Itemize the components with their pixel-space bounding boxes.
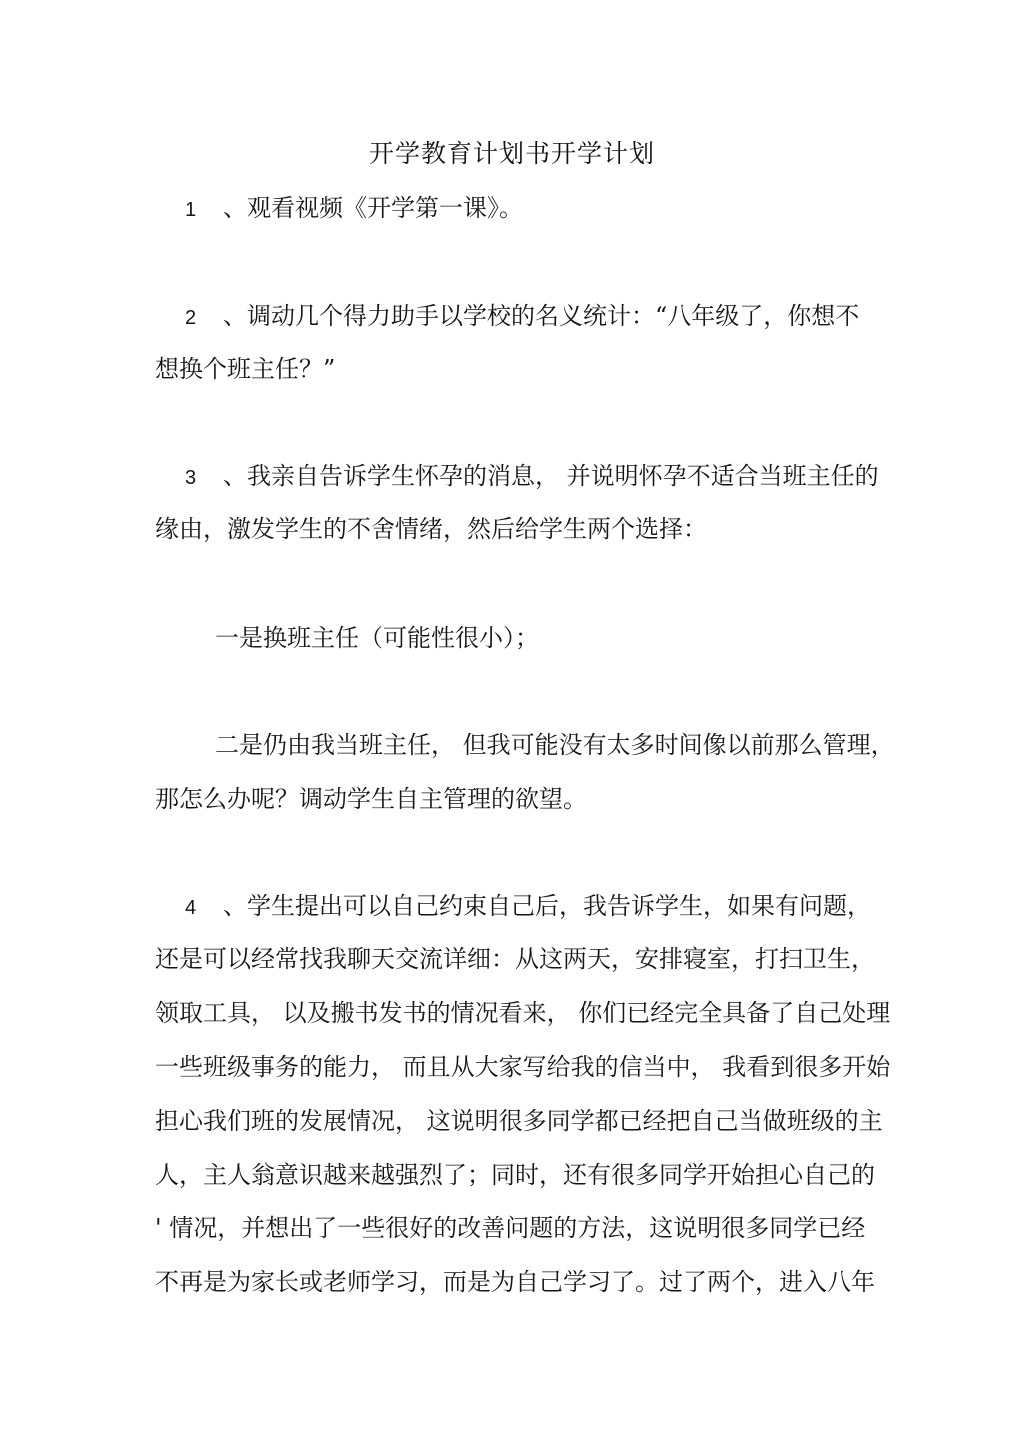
- item-text: 、学生提出可以自己约束自己后，我告诉学生，如果有问题，: [223, 892, 871, 920]
- option-2-line-1: 二是仍由我当班主任， 但我可能没有太多时间像以前那么管理，: [215, 731, 895, 759]
- item-4-line-1: [185, 889, 871, 925]
- item-4-line-3: 领取工具， 以及搬书发书的情况看来， 你们已经完全具备了自己处理: [155, 999, 891, 1027]
- item-4-line-7: ' 情况，并想出了一些很好的改善问题的方法，这说明很多同学已经: [155, 1214, 866, 1242]
- item-1: [185, 191, 523, 227]
- document-title: 开学教育计划书开学计划: [368, 139, 655, 168]
- item-2-line-1: [185, 299, 859, 335]
- item-4-line-5: 担心我们班的发展情况， 这说明很多同学都已经把自己当做班级的主: [155, 1107, 883, 1135]
- item-4-line-2: 还是可以经常找我聊天交流详细：从这两天，安排寝室，打扫卫生，: [155, 945, 875, 973]
- item-text: 、我亲自告诉学生怀孕的消息， 并说明怀孕不适合当班主任的: [223, 462, 879, 490]
- item-text: 、观看视频《开学第一课》。: [223, 194, 523, 222]
- item-3-line-2: 缘由，激发学生的不舍情绪，然后给学生两个选择：: [155, 515, 707, 543]
- item-number: 4: [185, 897, 197, 919]
- item-4-line-6: 人，主人翁意识越来越强烈了；同时，还有很多同学开始担心自己的: [155, 1161, 875, 1189]
- item-number: 1: [185, 199, 197, 221]
- item-2-line-2: 想换个班主任？”: [155, 355, 336, 383]
- item-text: 、调动几个得力助手以学校的名义统计：“八年级了，你想不: [223, 302, 860, 330]
- option-1: 一是换班主任（可能性很小）；: [215, 624, 539, 652]
- option-2-line-2: 那怎么办呢？调动学生自主管理的欲望。: [155, 785, 587, 813]
- item-4-line-4: 一些班级事务的能力， 而且从大家写给我的信当中， 我看到很多开始: [155, 1053, 891, 1081]
- item-4-line-8: 不再是为家长或老师学习，而是为自己学习了。过了两个，进入八年: [155, 1268, 875, 1296]
- item-number: 2: [185, 307, 197, 329]
- item-number: 3: [185, 467, 197, 489]
- item-3-line-1: [185, 459, 879, 495]
